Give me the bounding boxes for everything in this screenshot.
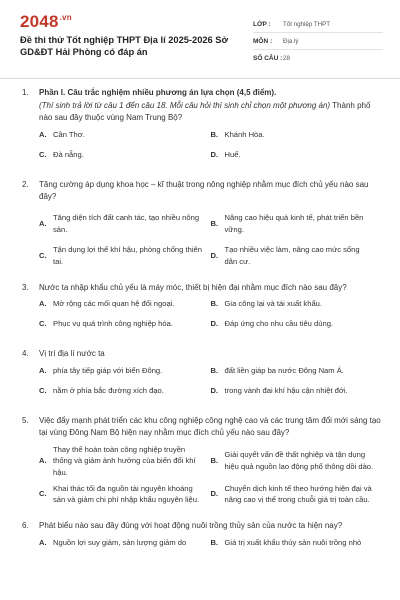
answer-option-c[interactable] [39,385,211,405]
option-text: Tạo nhiều việc làm, nâng cao mức sống dân cư. [224,245,360,266]
answer-options [39,298,382,338]
option-letter: B. [210,456,219,465]
option-letter: D. [210,385,219,395]
meta-value: Tốt nghiệp THPT [283,20,331,28]
answer-options [39,444,382,511]
question-number: 4. [22,349,29,358]
option-letter: C. [39,489,47,499]
question-4 [22,348,382,405]
answer-option-d[interactable] [211,385,383,405]
answer-option-b[interactable] [211,298,383,318]
answer-option-b[interactable] [211,129,383,149]
option-text: Giá trị xuất khẩu thủy sản nuôi trồng nhỏ [224,537,362,547]
meta-value: 28 [283,54,290,62]
answer-option-c[interactable] [39,149,211,169]
question-text: Nước ta nhập khẩu chủ yếu là máy móc, thiết bị hiện đại nhằm mục đích nào sau đây? [39,282,347,292]
option-text: Mở rộng các mối quan hệ đối ngoại. [53,299,175,308]
question-text-tail: Thành phố nào sau đây thuộc vùng Nam Trung Bộ? [39,100,371,122]
option-letter: A. [39,365,47,375]
option-text: Cần Thơ. [53,129,85,139]
option-letter: D. [210,319,219,328]
answer-option-b[interactable] [211,365,383,385]
meta-label: LỚP : [253,20,271,28]
option-text: Chuyển dịch kinh tế theo hướng hiện đại và nâng cao vị thế trong chuỗi giá trị toàn cầu. [224,483,372,504]
answer-option-d[interactable] [211,318,383,338]
answer-options [39,208,382,272]
answer-option-d[interactable] [211,478,383,510]
section-instruction: (Thí sinh trả lời từ câu 1 đến câu 18. Mỗi câu hỏi thí sinh chỉ chọn một phương án) [39,100,331,110]
option-text: Gia công lại và tái xuất khẩu. [224,299,323,308]
exam-meta-table [253,16,383,66]
question-number: 1. [22,88,29,97]
option-letter: A. [39,456,47,465]
option-letter: A. [39,129,47,139]
question-1 [22,87,382,169]
question-3 [22,282,382,339]
question-text: Vị trí địa lí nước ta [39,349,105,358]
answer-options [39,537,382,557]
logo-text: 2048 [20,12,59,31]
option-text: Phục vụ quá trình công nghiệp hóa. [53,319,173,328]
question-5 [22,415,382,511]
answer-option-a[interactable] [39,129,211,149]
option-letter: C. [39,319,47,328]
page-title: Đề thi thử Tốt nghiệp THPT Địa lí 2025-2026 Sở GD&ĐT Hải Phòng có đáp án [20,35,229,57]
option-text: trong vành đai khí hậu cận nhiệt đới. [224,385,348,395]
answer-options [39,365,382,405]
option-letter: B. [210,537,219,547]
meta-row-subject [253,33,383,50]
option-letter: C. [39,149,47,159]
question-number: 5. [22,415,29,425]
questions-list [0,87,400,557]
option-text: Nguồn lợi suy giảm, sản lượng giảm do [53,537,187,547]
option-letter: B. [210,299,219,308]
option-text: Tận dụng lợi thế khí hậu, phòng chống thiên tai. [53,245,202,266]
answer-option-a[interactable] [39,537,211,557]
question-text: Tăng cường áp dụng khoa học – kĩ thuật trong nông nghiệp nhằm mục đích chủ yếu nào sau đây? [39,179,369,201]
answer-option-c[interactable] [39,240,211,272]
option-letter: A. [39,537,47,547]
option-text: Giải quyết vấn đề thất nghiệp và tận dụng hiệu quả nguồn lao động phổ thông dồi dào. [224,450,374,471]
header-divider [0,78,400,79]
option-letter: A. [39,218,47,228]
meta-label: MÔN : [253,37,273,45]
option-letter: C. [39,385,47,395]
answer-option-c[interactable] [39,318,211,338]
option-text: Khai thác tối đa nguồn tài nguyên khoáng sản và giảm chi phí nhập khẩu nguyên liệu. [53,483,200,504]
answer-options [39,129,382,169]
answer-option-a[interactable] [39,444,211,479]
meta-row-class [253,16,383,33]
question-text [39,100,382,125]
logo-suffix: .vn [59,13,72,22]
answer-option-b[interactable] [211,444,383,479]
meta-row-question-count [253,50,383,66]
option-letter: D. [210,489,219,499]
option-text: Đáp ứng cho nhu cầu tiêu dùng. [224,319,334,328]
section-title: Phần I. Câu trắc nghiệm nhiều phương án lựa chọn (4,5 điểm). [39,88,277,97]
option-text: Tăng diện tích đất canh tác, tạo nhiều nông sản. [53,213,200,234]
question-2 [22,179,382,272]
meta-value: Địa lý [283,37,299,45]
answer-option-c[interactable] [39,478,211,510]
question-number: 2. [22,179,29,189]
question-number: 6. [22,521,29,530]
option-text: Khánh Hòa. [224,129,265,139]
option-text: Nâng cao hiệu quả kinh tế, phát triển bền vững. [224,213,364,234]
question-number: 3. [22,282,29,292]
question-text: Việc đẩy mạnh phát triển các khu công nghiệp công nghệ cao và các trung tâm đổi mới sáng tạo tại vùng Đông Nam Bộ hiện nay nhằm mục đích chủ yếu nào sau đây? [39,415,381,437]
option-text: Thay thế hoàn toàn công nghiệp truyền thống và giảm ảnh hưởng của biến đổi khí hậu. [53,444,196,477]
answer-option-d[interactable] [211,149,383,169]
option-letter: D. [210,149,219,159]
option-letter: A. [39,299,47,308]
option-letter: B. [210,365,219,375]
option-text: nằm ở phía bắc đường xích đạo. [53,385,164,395]
option-letter: D. [210,250,219,260]
option-text: Huế. [224,149,241,159]
answer-option-b[interactable] [211,208,383,240]
question-text: Phát biểu nào sau đây đúng với hoạt động nuôi trồng thủy sản của nước ta hiện nay? [39,521,343,530]
answer-option-b[interactable] [211,537,383,557]
document-header [0,0,400,68]
answer-option-a[interactable] [39,365,211,385]
option-letter: B. [210,218,219,228]
site-logo[interactable] [20,13,72,30]
question-6 [22,520,382,557]
option-text: đất liền giáp ba nước Đông Nam Á. [224,365,344,375]
answer-option-a[interactable] [39,298,211,318]
option-text: Đà nẵng. [53,149,84,159]
option-text: phía tây tiếp giáp với biển Đông. [53,365,163,375]
meta-label: SỐ CÂU : [253,54,283,62]
option-letter: B. [210,129,219,139]
option-letter: C. [39,250,47,260]
answer-option-d[interactable] [211,240,383,272]
answer-option-a[interactable] [39,208,211,240]
